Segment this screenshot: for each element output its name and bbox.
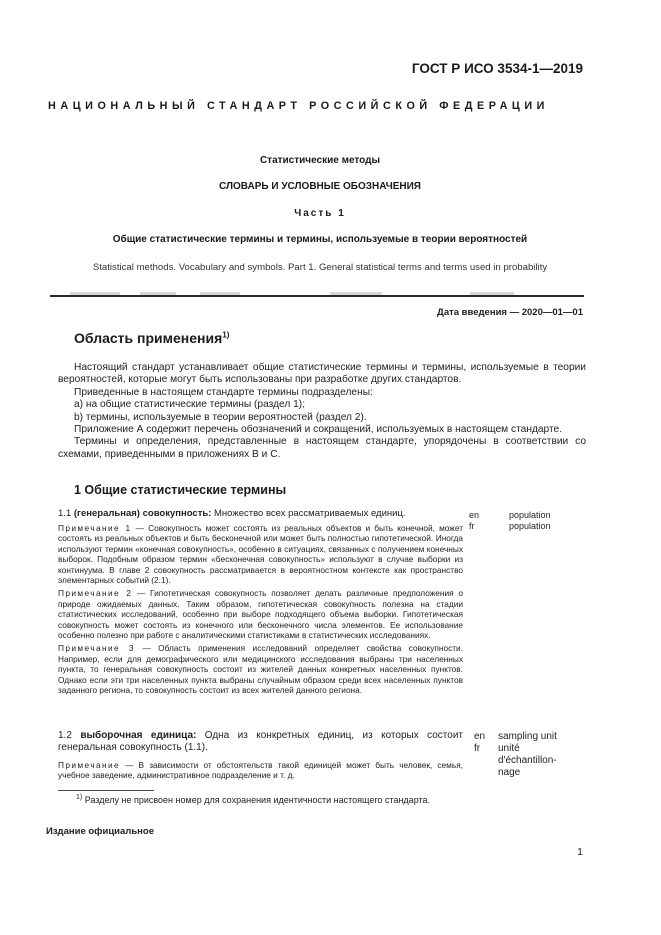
- title-part: Часть 1: [294, 208, 346, 219]
- title-divider: [50, 295, 584, 297]
- term-sampling-unit: [58, 730, 463, 781]
- lang-en-code: en: [469, 510, 480, 520]
- term-number: 1.1: [58, 508, 72, 519]
- page-number: 1: [577, 846, 583, 858]
- term-lang-codes: [474, 731, 485, 755]
- term-fr-equivalent-1: unité: [498, 743, 520, 754]
- term-note: [58, 523, 463, 585]
- title-methods: Статистические методы: [259, 155, 381, 166]
- term-equivalents: [498, 731, 557, 779]
- note-text: — Совокупность может состоять из реальных объектов и быть конечной, может состоять из реальных объектов и быть бесконечной или может быть полностью гипотетической. Иногда используют термин «конечная совокупность», особенно в ситуациях, связанных с получением конечных выборок. Подобным образом термин «бесконечная совокупность» используют в случае выборки из континуума. В главе 2 совокупность рассматривается в вероятностном контексте как пространство элементарных событий (2.1).: [58, 523, 463, 586]
- scope-paragraph: Термины и определения, представленные в настоящем стандарте, упорядочены в соответствии со схемами, приведенными в приложениях В и С.: [58, 436, 586, 460]
- term-note: [58, 643, 463, 695]
- term-en-equivalent: population: [509, 510, 551, 520]
- scope-paragraph: Приложение А содержит перечень обозначений и сокращений, используемых в настоящем стандарте.: [74, 424, 563, 436]
- scope-footnote-ref: 1): [222, 330, 230, 340]
- footnote-divider: [58, 790, 154, 791]
- lang-fr-code: fr: [474, 743, 481, 754]
- national-standard-header: НАЦИОНАЛЬНЫЙ СТАНДАРТ РОССИЙСКОЙ ФЕДЕРАЦИИ: [48, 100, 549, 112]
- term-lang-codes: [469, 510, 479, 532]
- term-equivalents: [509, 510, 551, 532]
- scope-list-item: b) термины, используемые в теории вероятностей (раздел 2).: [74, 411, 367, 423]
- title-vocabulary: СЛОВАРЬ И УСЛОВНЫЕ ОБОЗНАЧЕНИЯ: [219, 181, 421, 192]
- lang-fr-code: fr: [469, 521, 475, 531]
- scope-heading: [74, 330, 229, 346]
- scope-paragraph: Приведенные в настоящем стандарте термины подразделены:: [74, 386, 373, 398]
- term-note: [58, 760, 463, 781]
- scope-paragraph: Настоящий стандарт устанавливает общие статистические термины и термины, используемые в теории вероятностей, которые могут быть использованы при разработке других стандартов.: [58, 362, 586, 386]
- footnote-marker: 1): [76, 794, 83, 801]
- note-text: — Область применения исследований определяет свойства совокупности. Например, если для демографического или медицинского исследования выбраны три населенных пункта, то генеральная совокупность состоит из жителей данных конкретных населенных пунктов. Однако если эти три населенных пункта выбраны случайным образом среди всех населенных пунктов заданного региона, то совокупность состоит из всех жителей данного региона.: [58, 643, 463, 696]
- term-fr-equivalent: population: [509, 521, 551, 531]
- edition-label: Издание официальное: [46, 826, 154, 837]
- note-text: — В зависимости от обстоятельств такой единицей может быть человек, семья, учебное заведение, административное подразделение и т. д.: [58, 759, 463, 781]
- term-name: выборочная единица:: [80, 730, 197, 741]
- term-definition: [58, 508, 463, 520]
- gost-number: ГОСТ Р ИСО 3534-1—2019: [411, 61, 583, 76]
- section1-heading: 1 Общие статистические термины: [74, 483, 287, 497]
- term-definition: [58, 730, 463, 755]
- note-label: Примечание 3: [58, 643, 135, 654]
- term-note: [58, 588, 463, 640]
- scope-heading-text: Область применения: [74, 330, 223, 346]
- term-name: (генеральная) совокупность:: [73, 508, 212, 519]
- term-en-equivalent: sampling unit: [498, 731, 557, 742]
- term-fr-equivalent-2: d'échantillon-: [498, 755, 557, 766]
- title-english: Statistical methods. Vocabulary and symbols. Part 1. General statistical terms and terms used in probability: [92, 262, 548, 273]
- term-number: 1.2: [58, 730, 72, 741]
- title-subtitle: Общие статистические термины и термины, используемые в теории вероятностей: [112, 234, 528, 245]
- note-label: Примечание 2: [58, 588, 133, 599]
- scope-body: [58, 362, 586, 461]
- footnote-text: Разделу не присвоен номер для сохранения идентичности настоящего стандарта.: [82, 795, 431, 805]
- footnote: [76, 794, 430, 805]
- introduction-date: Дата введения — 2020—01—01: [437, 307, 583, 318]
- note-text: — Гипотетическая совокупность позволяет делать различные предположения о природе ожидаемых данных. Таким образом, гипотетическая совокупность полезна на стадии статистических исследований, особенно при выборе подходящего объема выборки. Гипотетическая совокупность может состоять из конечного или бесконечного числа элементов. Ее использование особенно полезно при работе с аналитическими статистиками в статистических исследованиях.: [58, 588, 464, 641]
- lang-en-code: en: [474, 731, 486, 742]
- term-definition-text: Множество всех рассматриваемых единиц.: [214, 508, 406, 519]
- note-label: Примечание 1: [58, 523, 132, 533]
- term-definition-text: Одна из конкретных единиц, из которых состоит генеральная совокупность (1.1).: [58, 730, 463, 754]
- note-label: Примечание: [58, 759, 121, 770]
- scope-list-item: a) на общие статистические термины (раздел 1);: [74, 399, 306, 411]
- term-population: [58, 508, 463, 696]
- term-fr-equivalent-3: nage: [498, 767, 521, 778]
